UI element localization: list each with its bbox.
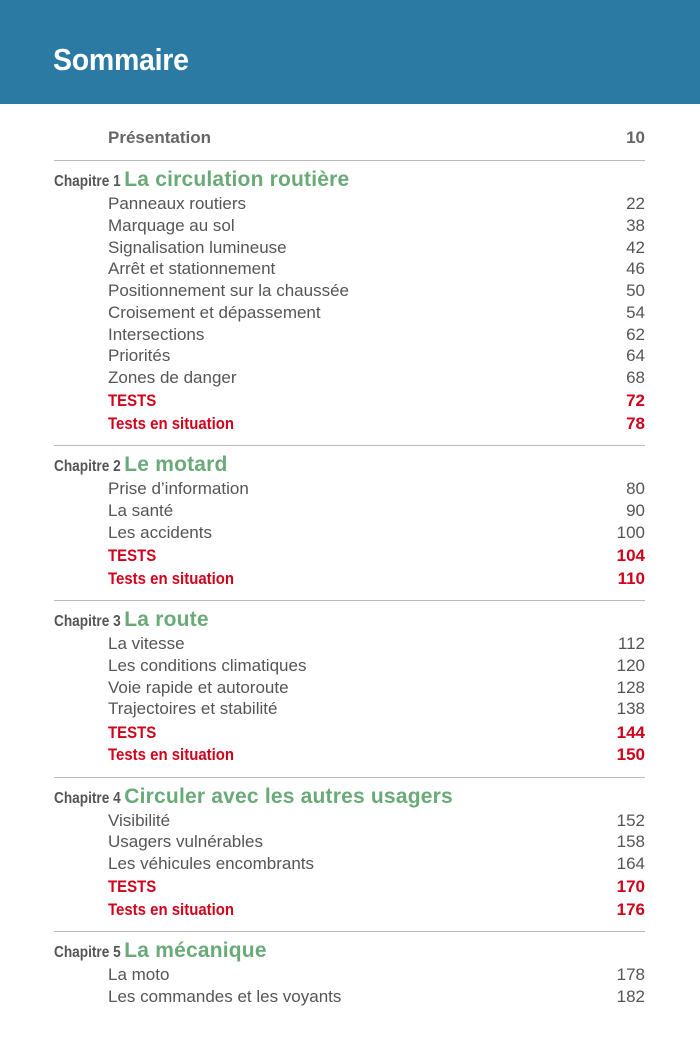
entry-page: 144 [616,722,645,742]
entry-page: 80 [626,479,645,499]
chapter-heading[interactable] [54,938,645,964]
entry-page: 22 [626,194,645,213]
toc-entry[interactable] [54,633,645,655]
toc-entry-tests[interactable] [54,876,645,899]
entry-label: Présentation [108,128,211,147]
toc-entry-tests[interactable] [54,390,645,413]
entry-page: 38 [626,215,645,235]
toc-entry-tests[interactable] [54,899,645,922]
toc-entry[interactable] [54,986,645,1008]
entry-page: 68 [626,368,645,387]
entry-label: Tests en situation [108,568,235,588]
header-banner [0,0,700,104]
divider [54,931,645,932]
entry-page: 152 [616,810,645,830]
entry-label: Tests en situation [108,899,235,919]
chapter-heading[interactable] [54,784,645,810]
toc-entry[interactable] [54,478,645,500]
toc-entry[interactable] [54,302,645,324]
chapter-number: Chapitre 2 [54,458,121,476]
toc-entry-tests[interactable] [54,722,645,745]
entry-label: Les conditions climatiques [108,655,307,675]
toc-entry[interactable] [54,280,645,302]
entry-page: 178 [616,965,645,985]
toc-entry-tests[interactable] [54,568,645,591]
entry-page: 164 [616,854,645,873]
entry-label: TESTS [108,546,157,565]
toc-entry[interactable] [54,853,645,875]
entry-page: 42 [626,237,645,257]
entry-page: 170 [616,877,645,897]
entry-page: 138 [616,699,645,719]
entry-label: La moto [108,965,170,985]
entry-page: 110 [617,568,645,588]
entry-label: Voie rapide et autoroute [108,677,289,697]
chapter-section [54,938,645,1008]
toc-entry[interactable] [54,522,645,544]
toc-entry[interactable] [54,345,645,367]
entry-label: TESTS [108,877,157,897]
divider [54,445,645,446]
entry-page: 64 [626,346,645,366]
chapter-title: Circuler avec les autres usagers [124,784,453,808]
entry-page: 128 [616,677,645,697]
entry-label: Croisement et dépassement [108,302,321,322]
chapter-title: La mécanique [124,939,267,963]
entry-label: TESTS [108,391,157,411]
chapter-section [54,607,645,767]
entry-label: Positionnement sur la chaussée [108,281,349,300]
chapter-heading[interactable] [54,167,645,193]
toc-entry[interactable] [54,237,645,259]
entry-label: Les commandes et les voyants [108,987,342,1006]
entry-page: 100 [616,522,645,542]
chapter-section [54,452,645,590]
entry-label: Usagers vulnérables [108,832,263,852]
entry-page: 72 [626,391,645,411]
entry-label: La santé [108,501,174,520]
entry-label: Panneaux routiers [108,194,246,213]
toc-entry-tests[interactable] [54,744,645,767]
entry-page: 112 [617,634,645,653]
toc-entry[interactable] [54,698,645,720]
entry-page: 54 [626,302,645,322]
entry-label: Intersections [108,324,205,344]
entry-label: Marquage au sol [108,215,235,235]
entry-page: 46 [626,259,645,279]
entry-label: Tests en situation [108,413,235,433]
chapter-section [54,167,645,435]
entry-page: 10 [626,128,645,147]
entry-page: 176 [616,899,645,919]
toc-entry-tests[interactable] [54,545,645,568]
entry-label: Signalisation lumineuse [108,237,287,257]
entry-page: 104 [616,546,645,565]
entry-label: Trajectoires et stabilité [108,699,278,719]
chapter-title: La circulation routière [124,168,350,191]
toc-entry-presentation[interactable] [54,126,645,150]
toc-entry[interactable] [54,367,645,389]
entry-label: Priorités [108,346,171,366]
entry-label: Les accidents [108,522,212,542]
toc-entry[interactable] [54,258,645,280]
chapter-number: Chapitre 1 [54,173,121,190]
toc-entry[interactable] [54,655,645,677]
toc-entry-tests[interactable] [54,413,645,436]
divider [54,600,645,601]
chapter-heading[interactable] [54,607,645,633]
table-of-contents [54,126,645,1008]
entry-page: 62 [626,324,645,344]
chapter-heading[interactable] [54,452,645,478]
entry-label: Les véhicules encombrants [108,854,315,873]
page-title: Sommaire [53,42,189,77]
entry-page: 150 [616,745,645,764]
toc-entry[interactable] [54,677,645,699]
toc-entry[interactable] [54,193,645,215]
entry-label: Prise d’information [108,479,249,499]
entry-label: Tests en situation [108,745,235,764]
toc-entry[interactable] [54,831,645,853]
entry-page: 50 [626,281,645,300]
toc-entry[interactable] [54,215,645,237]
chapter-title: Le motard [124,453,228,477]
entry-label: Zones de danger [108,368,237,387]
chapter-section [54,784,645,922]
entry-label: Visibilité [108,810,171,830]
chapter-title: La route [124,608,209,631]
entry-label: TESTS [108,722,157,742]
toc-entry[interactable] [54,964,645,986]
divider [54,777,645,778]
toc-entry[interactable] [54,810,645,832]
toc-entry[interactable] [54,500,645,522]
entry-page: 182 [616,987,645,1006]
toc-entry[interactable] [54,324,645,346]
entry-page: 78 [626,413,645,433]
entry-page: 90 [626,501,645,520]
chapter-number: Chapitre 5 [54,944,121,962]
chapter-number: Chapitre 3 [54,613,121,630]
divider [54,160,645,161]
entry-page: 120 [616,655,645,675]
entry-label: La vitesse [108,634,185,653]
entry-page: 158 [616,832,645,852]
entry-label: Arrêt et stationnement [108,259,276,279]
chapter-number: Chapitre 4 [54,789,121,807]
